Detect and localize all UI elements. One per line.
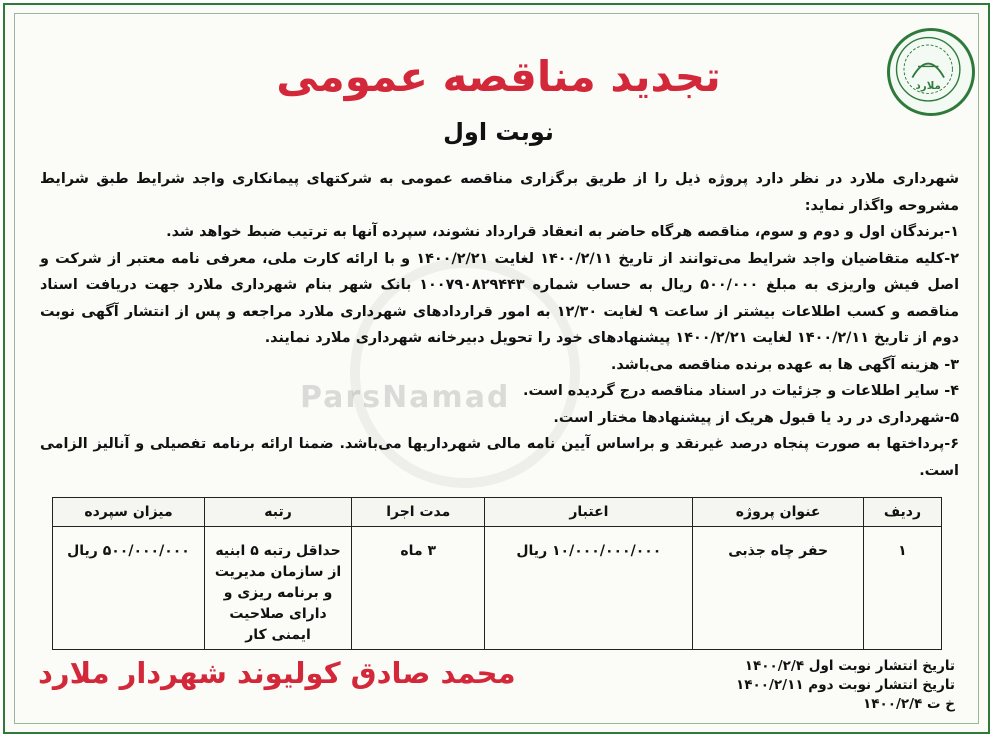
tender-table [52, 497, 942, 650]
ad-body [40, 166, 959, 484]
condition-item-6: ۶-پرداختها به صورت پنجاه درصد غیرنقد و براساس آیین نامه مالی شهرداریها می‌باشد. ضمنا ارائه برنامه تفصیلی و آنالیز الزامی است. [40, 436, 959, 479]
header-deposit: میزان سپرده [53, 498, 205, 527]
logo-text: ملارد [915, 79, 941, 92]
header-row-number: ردیف [863, 498, 941, 527]
condition-item-4: ۴- سایر اطلاعات و جزئیات در اسناد مناقصه درج گردیده است. [523, 383, 959, 399]
publication-dates [736, 657, 955, 714]
cell-deposit: ۵۰۰/۰۰۰/۰۰۰ ریال [53, 527, 205, 650]
header-duration: مدت اجرا [352, 498, 485, 527]
watermark-text: ParsNamad [300, 380, 511, 415]
ad-subtitle: نوبت اول [443, 118, 554, 146]
cell-grade: حداقل رتبه ۵ ابنیه از سازمان مدیریت و برنامه ریزی و دارای صلاحیت ایمنی کار [204, 527, 351, 650]
second-publication-date: تاریخ انتشار نوبت دوم ۱۴۰۰/۲/۱۱ [736, 677, 955, 693]
condition-item-3: ۳- هزینه آگهی ها به عهده برنده مناقصه می‌باشد. [610, 356, 959, 373]
cell-duration: ۳ ماه [352, 527, 485, 650]
condition-item-1: ۱-برندگان اول و دوم و سوم، مناقصه هرگاه حاضر به انعقاد قرارداد نشوند، سپرده آنها به ترتیب ضبط خواهد شد. [166, 224, 959, 240]
condition-item-2: ۲-کلیه متقاضیان واجد شرایط می‌توانند از تاریخ ۱۴۰۰/۲/۱۱ لغایت ۱۴۰۰/۲/۲۱ و با ارائه کارت ملی، معرفی نامه معتبر از شرکت و اصل فیش واریزی به مبلغ ۵۰۰/۰۰۰ ریال به حساب شماره ۱۰۰۷۹۰۸۲۹۴۴۳ بانک شهر بنام شهرداری ملارد جهت دریافت اسناد مناقصه و کسب اطلاعات بیشتر از ساعت ۹ لغایت ۱۲/۳۰ به امور قراردادهای شهرداری ملارد مراجعه و پس از انتشار آگهی نوبت دوم از تاریخ ۱۴۰۰/۲/۱۱ لغایت ۱۴۰۰/۲/۲۱ پیشنهادهای خود را تحویل دبیرخانه شهرداری ملارد نمایند. [40, 250, 960, 346]
cell-row-number: ۱ [863, 527, 941, 650]
cell-budget: ۱۰/۰۰۰/۰۰۰/۰۰۰ ریال [485, 527, 693, 650]
mayor-signature: محمد صادق کولیوند شهردار ملارد [38, 656, 516, 690]
header-grade: رتبه [204, 498, 351, 527]
header-budget: اعتبار [485, 498, 693, 527]
ad-code: خ ت ۱۴۰۰/۲/۴ [862, 696, 955, 712]
condition-item-5: ۵-شهرداری در رد یا قبول هریک از پیشنهادها مختار است. [553, 409, 959, 426]
intro-paragraph: شهرداری ملارد در نظر دارد پروژه ذیل را از طریق برگزاری مناقصه عمومی به شرکتهای پیمانکاری واجد شرایط طبق شرایط مشروحه واگذار نماید: [40, 171, 959, 214]
header-project-title: عنوان پروژه [693, 498, 864, 527]
first-publication-date: تاریخ انتشار نوبت اول ۱۴۰۰/۲/۴ [744, 658, 955, 674]
cell-project-title: حفر چاه جذبی [693, 527, 864, 650]
ad-title: تجدید مناقصه عمومی [276, 52, 721, 101]
table-row [53, 527, 942, 650]
table-header-row [53, 498, 942, 527]
